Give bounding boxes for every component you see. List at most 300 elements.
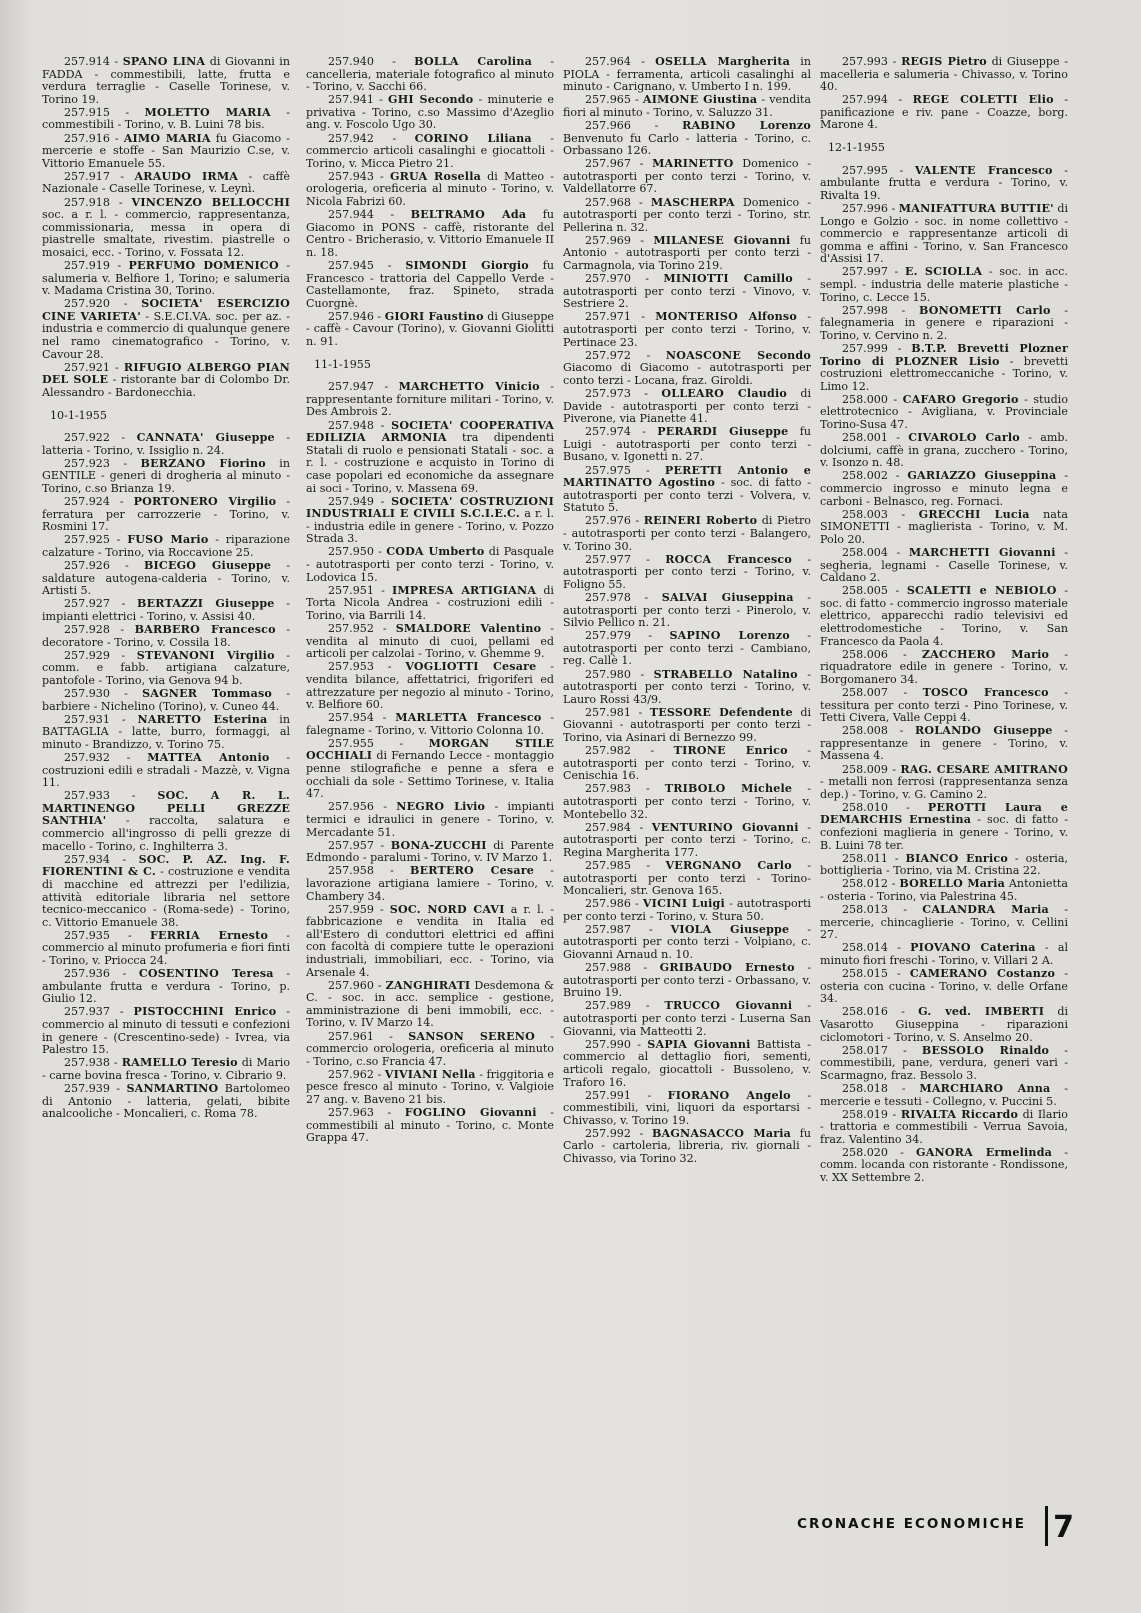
entry-description: - osteria, bottiglieria - Torino, via M. Cristina 22. [820, 851, 1068, 878]
entry-name: REGE COLETTI Elio [912, 93, 1054, 107]
registry-entry: 257.945 - SIMONDI Giorgio fu Francesco - trattoria del Cappello Verde - Castellamonte, fraz. Spineto, strada Cuorgnè. [306, 259, 554, 310]
entry-number: 257.971 [585, 310, 631, 324]
entry-description: nata SIMONETTI - maglierista - Torino, v. M. Polo 20. [820, 507, 1068, 546]
entry-description: in BATTAGLIA - latte, burro, formaggi, al minuto - Brandizzo, v. Torino 75. [42, 712, 290, 751]
entry-name: PEROTTI Laura e DEMARCHIS Ernestina [820, 800, 1068, 827]
entry-description: - minuterie e privativa - Torino, c.so Massimo d'Azeglio ang. v. Foscolo Ugo 30. [306, 93, 554, 132]
entry-description: - brevetti costruzioni elettromeccaniche - Torino, v. Limo 12. [820, 354, 1068, 393]
registry-entry: 258.010 - PEROTTI Laura e DEMARCHIS Ernestina - soc. di fatto - confezioni maglieria in genere - Torino, v. B. Luini 78 ter. [820, 800, 1069, 852]
entry-number: 257.928 [64, 623, 110, 637]
column-4 [820, 56, 1068, 1185]
registry-entry: 257.986 - VICINI Luigi - autotrasporti per conto terzi - Torino, v. Stura 50. [563, 897, 811, 923]
entry-description: - autotrasporti per conto terzi - Torino, v. Stura 50. [563, 897, 811, 923]
entry-description: - saldature autogena-calderia - Torino, v. Artisti 5. [42, 559, 291, 598]
registry-entry: 258.011 - BIANCO Enrico - osteria, bottiglieria - Torino, via M. Cristina 22. [820, 851, 1068, 878]
entry-name: MATTEA Antonio [147, 750, 270, 764]
entry-name: NARETTO Esterina [137, 712, 268, 726]
registry-entry: 257.962 - VIVIANI Nella - friggitoria e pesce fresco al minuto - Torino, v. Valgioie 27 ang. v. Baveno 21 bis. [306, 1067, 554, 1106]
entry-number: 257.952 [328, 622, 374, 636]
registry-entry: 257.946 - GIORI Faustino di Giuseppe - caffè - Cavour (Torino), v. Giovanni Giolitti n. 91. [306, 309, 554, 349]
entry-name: BICEGO Giuseppe [143, 559, 272, 573]
entry-number: 257.978 [585, 590, 631, 604]
entry-description: - al minuto fiori freschi - Torino, v. Villari 2 A. [820, 941, 1068, 967]
entry-number: 257.950 [328, 545, 374, 559]
entry-name: VINCENZO BELLOCCHI [131, 195, 290, 209]
registry-entry: 258.019 - RIVALTA Riccardo di Ilario - trattoria e commestibili - Verrua Savoia, fraz. Valentino 34. [820, 1107, 1068, 1146]
entry-number: 257.962 [328, 1067, 374, 1081]
registry-columns [42, 56, 1132, 1496]
entry-description: - raccolta, salatura e commercio all'ingrosso di pelli grezze di macello - Torino, c. Inghilterra 3. [42, 814, 290, 853]
entry-description: - riquadratore edile in genere - Torino, v. Borgomanero 34. [820, 647, 1068, 686]
registry-entry: 257.989 - TRUCCO Giovanni - autotrasporti per conto terzi - Luserna San Giovanni, via Matteotti 2. [563, 999, 811, 1038]
entry-name: SAGNER Tommaso [142, 687, 273, 700]
entry-number: 257.984 [585, 820, 631, 834]
entry-name: CANNATA' Giuseppe [136, 431, 275, 445]
registry-entry: 257.977 - ROCCA Francesco - autotrasporti per conto terzi - Torino, v. Foligno 55. [563, 552, 811, 591]
entry-name: VALENTE Francesco [914, 163, 1053, 177]
entry-description: di Davide - autotrasporti per conto terzi - Piverone, via Pianette 41. [563, 386, 811, 426]
entry-number: 257.938 [64, 1056, 110, 1070]
entry-name: REGIS Pietro [901, 55, 987, 68]
entry-description: di Parente Edmondo - paralumi - Torino, v. IV Marzo 1. [306, 838, 554, 865]
entry-number: 257.987 [585, 922, 631, 936]
registry-entry: 258.003 - GRECCHI Lucia nata SIMONETTI - maglierista - Torino, v. M. Polo 20. [820, 507, 1068, 546]
entry-description: - cancelleria, materiale fotografico al minuto - Torino, v. Sacchi 66. [306, 55, 554, 94]
entry-description: - tessitura per conto terzi - Pino Torinese, v. Tetti Civera, Valle Ceppi 4. [820, 686, 1068, 725]
entry-description: - impianti termici e idraulici in genere - Torino, v. Mercadante 51. [306, 800, 554, 839]
entry-name: VIVIANI Nella [384, 1067, 476, 1081]
entry-number: 257.954 [328, 711, 374, 725]
entry-description: - falegnameria in genere e riparazioni - Torino, v. Cervino n. 2. [820, 303, 1068, 342]
entry-description: di Pietro - autotrasporti per conto terzi - Balangero, v. Torino 30. [563, 514, 811, 553]
entry-number: 257.915 [64, 105, 110, 119]
registry-entry: 257.985 - VERGNANO Carlo - autotrasporti per conto terzi - Torino-Moncalieri, str. Genova 165. [563, 858, 811, 898]
entry-number: 258.001 [842, 431, 888, 445]
entry-name: OSELLA Margherita [655, 55, 791, 68]
entry-name: GRECCHI Lucia [918, 507, 1030, 521]
entry-description: - falegname - Torino, v. Vittorio Colonna 10. [306, 711, 554, 737]
registry-entry: 257.940 - BOLLA Carolina - cancelleria, materiale fotografico al minuto - Torino, v. Sacchi 66. [306, 55, 554, 94]
entry-name: MONTERISO Alfonso [655, 310, 797, 324]
entry-description: - autotrasporti per conto terzi - Vinovo, v. Sestriere 2. [563, 272, 811, 311]
entry-number: 258.000 [842, 392, 888, 406]
entry-name: SOCIETA' COSTRUZIONI INDUSTRIALI E CIVILI S.C.I.E.C. [306, 494, 554, 521]
registry-entry: 257.926 - BICEGO Giuseppe - saldature autogena-calderia - Torino, v. Artisti 5. [42, 559, 291, 598]
entry-description: di Mario - carne bovina fresca - Torino, v. Cibrario 9. [42, 1056, 290, 1082]
entry-description: - commestibili, pane, verdura, generi vari - Scarmagno, fraz. Bessolo 3. [820, 1043, 1068, 1082]
entry-name: VERGNANO Carlo [665, 858, 792, 872]
entry-number: 258.018 [842, 1081, 888, 1095]
entry-name: PORTONERO Virgilio [133, 495, 277, 509]
entry-number: 257.988 [585, 961, 631, 975]
registry-entry: 257.999 - B.T.P. Brevetti Plozner Torino di PLOZNER Lisio - brevetti costruzioni elettromeccaniche - Torino, v. Limo 12. [820, 341, 1068, 393]
entry-number: 257.930 [64, 687, 110, 700]
registry-entry: 257.964 - OSELLA Margherita in PIOLA - ferramenta, articoli casalinghi al minuto - Carignano, v. Umberto I n. 199. [563, 55, 811, 94]
entry-description: - autotrasporti per conto terzi - Pinerolo, v. Silvio Pellico n. 21. [563, 590, 811, 630]
entry-name: BIANCO Enrico [905, 851, 1008, 865]
registry-entry: 257.975 - PERETTI Antonio e MARTINATTO Agostino - soc. di fatto - autotrasporti per conto terzi - Volvera, v. Statuto 5. [563, 463, 811, 515]
entry-name: MASCHERPA [650, 195, 735, 209]
registry-entry: 258.015 - CAMERANO Costanzo - osteria con cucina - Torino, v. delle Orfane 34. [820, 967, 1068, 1006]
entry-description: - commercio articoli casalinghi e giocattoli - Torino, v. Micca Pietro 21. [306, 131, 554, 170]
entry-name: MARCHETTI Giovanni [908, 545, 1056, 559]
entry-description: - commestibili - Torino, v. B. Luini 78 bis. [42, 105, 290, 132]
registry-entry: 258.013 - CALANDRA Maria - mercerie, chincaglierie - Torino, v. Cellini 27. [820, 903, 1068, 942]
registry-entry: 257.949 - SOCIETA' COSTRUZIONI INDUSTRIALI E CIVILI S.C.I.E.C. a r. l. - industria edile in genere - Torino, v. Pozzo Strada 3. [306, 494, 554, 546]
registry-entry: 257.958 - BERTERO Cesare - lavorazione artigiana lamiere - Torino, v. Chambery 34. [306, 864, 554, 903]
entry-description: in GENTILE - generi di drogheria al minuto - Torino, c.so Brianza 19. [42, 456, 290, 495]
entry-number: 257.965 [585, 93, 631, 107]
entry-description: - rappresentanze in genere - Torino, v. Massena 4. [820, 724, 1068, 763]
registry-entry: 257.923 - BERZANO Fiorino in GENTILE - generi di drogheria al minuto - Torino, c.so Brianza 19. [42, 456, 290, 495]
registry-entry: 257.976 - REINERI Roberto di Pietro - autotrasporti per conto terzi - Balangero, v. Torino 30. [563, 514, 811, 553]
entry-description: - osteria con cucina - Torino, v. delle Orfane 34. [820, 967, 1068, 1006]
registry-entry: 257.925 - FUSO Mario - riparazione calzature - Torino, via Roccavione 25. [42, 533, 291, 559]
entry-number: 257.914 [64, 55, 110, 68]
entry-name: CODA Umberto [386, 545, 485, 559]
entry-number: 258.012 [842, 877, 888, 891]
entry-number: 257.918 [64, 195, 110, 209]
registry-entry: 258.006 - ZACCHERO Mario - riquadratore edile in genere - Torino, v. Borgomanero 34. [820, 647, 1068, 686]
entry-number: 257.973 [585, 386, 631, 400]
entry-description: fu Luigi - autotrasporti per conto terzi - Busano, v. Igonetti n. 27. [563, 425, 811, 464]
entry-description: - autotrasporti per conto terzi - Volpiano, c. Giovanni Arnaud n. 10. [563, 922, 811, 962]
entry-number: 257.920 [64, 297, 110, 311]
registry-entry: 257.956 - NEGRO Livio - impianti termici e idraulici in genere - Torino, v. Mercadante 51. [306, 800, 554, 839]
entry-number: 257.931 [64, 712, 110, 726]
entry-number: 257.992 [585, 1126, 631, 1140]
entry-description: soc. a r. l. - commercio, rappresentanza, commissionaria, messa in opera di piastrelle smaltate, rivestim. piastrelle o mosaici, ecc. - Torino, v. Fossata 12. [42, 208, 290, 259]
entry-name: MARLETTA Francesco [395, 711, 542, 725]
entry-description: fu Carlo - cartoleria, libreria, riv. giornali - Chivasso, via Torino 32. [563, 1126, 811, 1166]
entry-name: BORELLO Maria [899, 877, 1006, 891]
registry-entry: 257.970 - MINIOTTI Camillo - autotrasporti per conto terzi - Vinovo, v. Sestriere 2. [563, 272, 811, 311]
entry-description: di Torta Nicola Andrea - costruzioni edili - Torino, via Barrili 14. [306, 583, 554, 622]
registry-entry: 257.960 - ZANGHIRATI Desdemona & C. - soc. in acc. semplice - gestione, amministrazione di beni immobili, ecc. - Torino, v. IV Marzo 14. [306, 978, 554, 1030]
entry-name: RIVALTA Riccardo [900, 1107, 1019, 1121]
entry-name: CAMERANO Costanzo [909, 967, 1056, 981]
registry-entry: 257.934 - SOC. P. AZ. Ing. F. FIORENTINI & C. - costruzione e vendita di macchine ed attrezzi per l'edilizia, attività editoriale libraria nel settore tecnico-meccanico - (Roma-sede) - Torino, c. Vittorio Emanuele 38. [42, 852, 290, 929]
entry-number: 257.927 [64, 597, 110, 611]
entry-name: VIOLA Giuseppe [670, 922, 790, 936]
entry-name: FUSO Mario [127, 533, 209, 547]
entry-name: BELTRAMO Ada [410, 208, 527, 222]
entry-description: - riparazione calzature - Torino, via Roccavione 25. [42, 533, 291, 559]
entry-number: 258.016 [842, 1005, 888, 1019]
entry-number: 258.004 [842, 545, 888, 559]
entry-name: BERZANO Fiorino [140, 456, 266, 470]
entry-number: 257.970 [585, 272, 631, 286]
registry-entry: 257.981 - TESSORE Defendente di Giovanni - autotrasporti per conto terzi - Torino, via Asinari di Bernezzo 99. [563, 705, 811, 744]
entry-description: - latteria - Torino, v. Issiglio n. 24. [42, 431, 290, 457]
entry-number: 258.003 [842, 507, 888, 521]
entry-number: 257.924 [64, 495, 110, 509]
entry-number: 257.949 [328, 494, 374, 508]
registry-entry: 257.947 - MARCHETTO Vinicio - rappresentante forniture militari - Torino, v. Des Ambrois 2. [306, 380, 554, 419]
entry-name: BONA-ZUCCHI [390, 838, 487, 852]
entry-number: 257.974 [585, 425, 631, 439]
entry-description: fu Antonio - autotrasporti per conto terzi - Carmagnola, via Torino 219. [563, 233, 811, 272]
entry-name: GRIBAUDO Ernesto [659, 961, 795, 975]
entry-name: PERFUMO DOMENICO [128, 259, 279, 272]
entry-number: 257.917 [64, 169, 110, 183]
entry-description: - autotrasporti per conto terzi - Torino, v. Cenischia 16. [563, 744, 811, 783]
registry-entry: 257.944 - BELTRAMO Ada fu Giacomo in PONS - caffè, ristorante del Centro - Bricherasio, v. Vittorio Emanuele II n. 18. [306, 208, 554, 259]
entry-description: - S.E.CI.VA. soc. per az. - industria e commercio di qualunque genere nel ramo cinematografico - Torino, v. Cavour 28. [42, 309, 290, 361]
registry-entry: 257.943 - GRUA Rosella di Matteo - orologeria, oreficeria al minuto - Torino, v. Nicola Fabrizi 60. [306, 169, 554, 209]
entry-name: FIORANO Angelo [667, 1088, 791, 1102]
registry-entry: 257.942 - CORINO Liliana - commercio articoli casalinghi e giocattoli - Torino, v. Micca Pietro 21. [306, 131, 554, 170]
registry-entry: 257.979 - SAPINO Lorenzo - autotrasporti per conto terzi - Cambiano, reg. Callè 1. [563, 629, 812, 668]
registry-entry: 258.005 - SCALETTI e NEBIOLO - soc. di fatto - commercio ingrosso materiale elettrico, apparecchi radio televisivi ed elettrodomestiche - Torino, v. San Francesco da Paola 4. [820, 584, 1068, 648]
entry-number: 257.986 [585, 897, 631, 911]
entry-description: - autotrasporti per conto terzi - Torino, c. Regina Margherita 177. [563, 820, 811, 859]
registry-entry: 258.020 - GANORA Ermelinda - comm. locanda con ristorante - Rondissone, v. XX Settembre 2. [820, 1145, 1068, 1185]
entry-name: GIORI Faustino [384, 309, 484, 323]
entry-description: - lavorazione artigiana lamiere - Torino, v. Chambery 34. [306, 864, 554, 903]
entry-number: 257.980 [585, 667, 631, 681]
entry-number: 258.002 [842, 469, 888, 483]
column-3 [563, 56, 811, 1166]
registry-entry: 257.991 - FIORANO Angelo - commestibili, vini, liquori da esportarsi - Chivasso, v. Torino 19. [563, 1088, 811, 1127]
entry-description: Battista - commercio al dettaglio fiori, sementi, articoli regalo, giocattoli - Bussoleno, v. Traforo 16. [563, 1037, 811, 1089]
entry-description: Antonietta - osteria - Torino, via Palestrina 45. [820, 877, 1068, 903]
entry-name: PISTOCCHINI Enrico [133, 1005, 277, 1019]
entry-number: 258.006 [842, 647, 888, 661]
registry-entry: 257.933 - SOC. A R. L. MARTINENGO PELLI GREZZE SANTHIA' - raccolta, salatura e commercio all'ingrosso di pelli grezze di macello - Torino, c. Inghilterra 3. [42, 789, 290, 853]
entry-number: 257.991 [585, 1088, 631, 1102]
entry-name: BAGNASACCO Maria [651, 1126, 792, 1140]
entry-number: 257.994 [842, 93, 888, 107]
column-2 [306, 56, 554, 1145]
registry-entry: 258.008 - ROLANDO Giuseppe - rappresentanze in genere - Torino, v. Massena 4. [820, 724, 1068, 763]
entry-number: 257.975 [585, 463, 631, 477]
date-heading: 10-1-1955 [50, 408, 107, 422]
entry-number: 257.935 [64, 928, 110, 942]
entry-number: 258.017 [842, 1043, 888, 1057]
registry-entry: 257.948 - SOCIETA' COOPERATIVA EDILIZIA ARMONIA tra dipendenti Statali di ruolo e pensionati Statali - soc. a r. l. - costruzione e acquisto in Torino di case popolari ed economiche da assegnare ai soci - Torino, v. Massena 69. [306, 418, 555, 495]
entry-description: - autotrasporti per conto terzi - Torino-Moncalieri, str. Genova 165. [563, 858, 811, 898]
entry-number: 257.995 [842, 163, 888, 177]
entry-number: 257.968 [585, 195, 631, 209]
entry-name: TESSORE Defendente [649, 705, 793, 719]
entry-description: Benvenuto fu Carlo - latteria - Torino, c. Orbassano 126. [563, 131, 811, 158]
entry-description: - decoratore - Torino, v. Cossila 18. [42, 623, 290, 649]
entry-description: - ristorante bar di Colombo Dr. Alessandro - Bardonecchia. [42, 373, 291, 399]
registry-entry: 257.915 - MOLETTO MARIA - commestibili - Torino, v. B. Luini 78 bis. [42, 105, 290, 132]
entry-description: - segheria, legnami - Caselle Torinese, v. Caldano 2. [820, 545, 1068, 585]
entry-name: SOC. A R. L. MARTINENGO PELLI GREZZE SANTHIA' [42, 789, 290, 828]
entry-number: 258.005 [842, 584, 888, 598]
entry-name: B.T.P. Brevetti Plozner Torino di PLOZNER Lisio [820, 341, 1068, 368]
entry-number: 257.926 [64, 559, 110, 573]
registry-entry: 257.965 - AIMONE Giustina - vendita fiori al minuto - Torino, v. Saluzzo 31. [563, 93, 811, 119]
entry-description: Giacomo di Giacomo - autotrasporti per conto terzi - Locana, fraz. Giroldi. [563, 361, 811, 387]
entry-name: E. SCIOLLA [904, 265, 983, 279]
entry-description: - vendita fiori al minuto - Torino, v. Saluzzo 31. [563, 93, 811, 119]
entry-description: - commercio orologeria, oreficeria al minuto - Torino, c.so Francia 47. [306, 1029, 555, 1068]
entry-number: 258.013 [842, 903, 888, 917]
registry-entry: 258.016 - G. ved. IMBERTI di Vasarotto Giuseppina - riparazioni ciclomotori - Torino, v. S. Anselmo 20. [820, 1005, 1069, 1044]
entry-name: TOSCO Francesco [922, 686, 1049, 699]
registry-entry: 257.938 - RAMELLO Teresio di Mario - carne bovina fresca - Torino, v. Cibrario 9. [42, 1056, 290, 1082]
entry-number: 258.010 [842, 800, 888, 814]
entry-name: GANORA Ermelinda [916, 1145, 1053, 1159]
registry-entry: 257.916 - AIMO MARIA fu Giacomo - mercerie e stoffe - San Maurizio C.se, v. Vittorio Emanuele 55. [42, 131, 290, 170]
entry-description: di Vasarotto Giuseppina - riparazioni ciclomotori - Torino, v. S. Anselmo 20. [820, 1005, 1069, 1044]
entry-number: 257.940 [328, 55, 374, 68]
entry-name: COSENTINO Teresa [138, 967, 274, 981]
registry-entry: 257.937 - PISTOCCHINI Enrico - commercio al minuto di tessuti e confezioni in genere - (Crescentino-sede) - Ivrea, via Palestro 15. [42, 1005, 290, 1057]
entry-name: PIOVANO Caterina [910, 941, 1036, 955]
entry-description: - mercerie e tessuti - Collegno, v. Puccini 5. [820, 1081, 1068, 1108]
entry-number: 257.963 [328, 1106, 374, 1120]
entry-number: 257.955 [328, 736, 374, 750]
entry-description: fu Giacomo in PONS - caffè, ristorante del Centro - Bricherasio, v. Vittorio Emanuele II n. 18. [306, 208, 554, 259]
entry-description: - autotrasporti per conto terzi - Torino, v. Foligno 55. [563, 552, 811, 591]
entry-name: PERETTI Antonio e MARTINATTO Agostino [563, 463, 811, 490]
registry-entry: 257.988 - GRIBAUDO Ernesto - autotrasporti per conto terzi - Orbassano, v. Bruino 19. [563, 961, 811, 1000]
registry-entry: 257.971 - MONTERISO Alfonso - autotrasporti per conto terzi - Torino, v. Pertinace 23. [563, 310, 811, 349]
entry-description: - panificazione e riv. pane - Coazze, borg. Marone 4. [820, 93, 1068, 132]
entry-name: CAFARO Gregorio [902, 392, 1019, 406]
entry-description: fu Francesco - trattoria del Cappello Verde - Castellamonte, fraz. Spineto, strada Cuorgnè. [306, 259, 554, 310]
entry-description: - commestibili, vini, liquori da esportarsi - Chivasso, v. Torino 19. [563, 1088, 811, 1127]
entry-name: AIMONE Giustina [642, 93, 758, 107]
entry-number: 257.937 [64, 1005, 110, 1019]
entry-name: TRIBOLO Michele [664, 782, 793, 796]
entry-description: di Fernando Lecce - montaggio penne stilografiche e penne a sfera e occhiali da sole - Settimo Torinese, v. Italia 47. [306, 749, 554, 801]
entry-name: BESSOLO Rinaldo [921, 1043, 1050, 1057]
registry-entry: 257.963 - FOGLINO Giovanni - commestibili al minuto - Torino, c. Monte Grappa 47. [306, 1106, 554, 1145]
entry-description: - soc. di fatto - autotrasporti per conto terzi - Volvera, v. Statuto 5. [563, 476, 811, 515]
entry-number: 257.981 [585, 705, 631, 719]
entry-name: RABINO Lorenzo [682, 118, 811, 132]
entry-description: - metalli non ferrosi (rappresentanza senza dep.) - Torino, v. G. Camino 2. [820, 775, 1068, 801]
column-1 [42, 56, 290, 1121]
registry-entry: 258.004 - MARCHETTI Giovanni - segheria, legnami - Caselle Torinese, v. Caldano 2. [820, 545, 1068, 585]
registry-entry: 257.994 - REGE COLETTI Elio - panificazione e riv. pane - Coazze, borg. Marone 4. [820, 93, 1068, 132]
entry-number: 257.977 [585, 552, 631, 566]
entry-number: 257.923 [64, 456, 110, 470]
entry-description: di Longo e Golzio - soc. in nome collettivo - commercio e rappresentanze articoli di gomma e affini - Torino, v. San Francesco d'Assisi 17. [820, 201, 1068, 266]
entry-number: 257.947 [328, 380, 374, 394]
registry-entry: 257.969 - MILANESE Giovanni fu Antonio - autotrasporti per conto terzi - Carmagnola, via Torino 219. [563, 233, 811, 272]
entry-number: 257.936 [64, 967, 110, 981]
entry-description: - costruzioni edili e stradali - Mazzè, v. Vigna 11. [42, 750, 290, 790]
entry-number: 257.921 [64, 360, 110, 374]
entry-name: BERTAZZI Giuseppe [137, 597, 275, 611]
entry-name: GHI Secondo [388, 93, 474, 107]
entry-number: 257.945 [328, 259, 374, 272]
entry-number: 257.934 [64, 852, 110, 866]
registry-entry: 257.921 - RIFUGIO ALBERGO PIAN DEL SOLE - ristorante bar di Colombo Dr. Alessandro - Bardonecchia. [42, 360, 291, 399]
entry-description: - ferratura per carrozzerie - Torino, v. Rosmini 17. [42, 495, 290, 534]
registry-entry: 257.927 - BERTAZZI Giuseppe - impianti elettrici - Torino, v. Assisi 40. [42, 597, 290, 623]
entry-description: - mercerie, chincaglierie - Torino, v. Cellini 27. [820, 903, 1068, 942]
entry-number: 257.998 [842, 303, 888, 317]
entry-name: SANMARTINO [126, 1081, 219, 1095]
registry-entry: 257.978 - SALVAI Giuseppina - autotrasporti per conto terzi - Pinerolo, v. Silvio Pellico n. 21. [563, 590, 811, 630]
entry-name: IMPRESA ARTIGIANA [392, 583, 537, 597]
registry-entry: 257.995 - VALENTE Francesco - ambulante frutta e verdura - Torino, v. Rivalta 19. [820, 163, 1068, 202]
entry-description: tra dipendenti Statali di ruolo e pensionati Statali - soc. a r. l. - costruzione e acquisto in Torino di case popolari ed economiche da assegnare ai soci - Torino, v. Massena 69. [306, 431, 555, 495]
entry-description: - autotrasporti per conto terzi - Torino, v. Pertinace 23. [563, 310, 811, 349]
registry-entry: 257.955 - MORGAN STILE OCCHIALI di Fernando Lecce - montaggio penne stilografiche e penne a sfera e occhiali da sole - Settimo Torinese, v. Italia 47. [306, 736, 554, 801]
entry-name: MARINETTO [652, 157, 734, 171]
entry-name: NOASCONE Secondo [665, 348, 811, 362]
entry-number: 258.020 [842, 1145, 888, 1159]
registry-entry: 257.967 - MARINETTO Domenico - autotrasporti per conto terzi - Torino, v. Valdellatorre 67. [563, 157, 811, 196]
entry-number: 257.939 [64, 1081, 110, 1095]
entry-name: MINIOTTI Camillo [663, 272, 793, 286]
entry-description: di Giuseppe - caffè - Cavour (Torino), v. Giovanni Giolitti n. 91. [306, 309, 554, 349]
registry-entry: 258.001 - CIVAROLO Carlo - amb. dolciumi, caffè in grana, zucchero - Torino, v. Isonzo n. 48. [820, 431, 1069, 470]
registry-entry: 257.920 - SOCIETA' ESERCIZIO CINE VARIETA' - S.E.CI.VA. soc. per az. - industria e commercio di qualunque genere nel ramo cinematografico - Torino, v. Cavour 28. [42, 297, 290, 361]
entry-description: - autotrasporti per conto terzi - Torino, v. Lauro Rossi 43/9. [563, 667, 811, 706]
registry-entry: 257.957 - BONA-ZUCCHI di Parente Edmondo - paralumi - Torino, v. IV Marzo 1. [306, 838, 554, 865]
entry-description: - commercio ingrosso e minuto legna e carboni - Belnasco, reg. Fornaci. [820, 469, 1068, 508]
registry-entry: 257.961 - SANSON SERENO - commercio orologeria, oreficeria al minuto - Torino, c.so Francia 47. [306, 1029, 555, 1068]
entry-name: BERTERO Cesare [410, 864, 535, 878]
entry-name: BONOMETTI Carlo [918, 303, 1051, 317]
entry-name: RIFUGIO ALBERGO PIAN DEL SOLE [42, 360, 290, 387]
registry-entry: 257.939 - SANMARTINO Bartolomeo di Antonio - latteria, gelati, bibite analcooliche - Moncalieri, c. Roma 78. [42, 1081, 290, 1121]
entry-description: - ambulante frutta e verdura - Torino, p. Giulio 12. [42, 967, 290, 1006]
entry-number: 257.966 [585, 118, 631, 132]
entry-name: SOC. NORD CAVI [389, 902, 505, 916]
registry-entry: 257.968 - MASCHERPA Domenico - autotrasporti per conto terzi - Torino, str. Pellerina n. 32. [563, 195, 811, 234]
entry-name: SOCIETA' ESERCIZIO CINE VARIETA' [42, 297, 290, 323]
registry-entry: 257.954 - MARLETTA Francesco - falegname - Torino, v. Vittorio Colonna 10. [306, 711, 554, 737]
entry-description: - costruzione e vendita di macchine ed attrezzi per l'edilizia, attività editoriale libraria nel settore tecnico-meccanico - (Roma-sede) - Torino, c. Vittorio Emanuele 38. [42, 865, 290, 929]
registry-entry: 257.997 - E. SCIOLLA - soc. in acc. sempl. - industria delle materie plastiche - Torino, c. Lecce 15. [820, 265, 1068, 304]
entry-name: REINERI Roberto [643, 514, 758, 528]
entry-description: - autotrasporti per conto terzi - Orbassano, v. Bruino 19. [563, 961, 811, 1000]
registry-entry: 257.953 - VOGLIOTTI Cesare - vendita bilance, affettatrici, frigoriferi ed attrezzature per negozio al minuto - Torino, v. Belfiore 60. [306, 660, 555, 712]
entry-name: MARCHIARO Anna [919, 1081, 1051, 1095]
registry-entry: 258.012 - BORELLO Maria Antonietta - osteria - Torino, via Palestrina 45. [820, 877, 1068, 903]
entry-name: STRABELLO Natalino [653, 667, 798, 681]
entry-description: di Matteo - orologeria, oreficeria al minuto - Torino, v. Nicola Fabrizi 60. [306, 169, 554, 209]
entry-description: fu Giacomo - mercerie e stoffe - San Maurizio C.se, v. Vittorio Emanuele 55. [42, 131, 290, 170]
entry-description: - soc. di fatto - commercio ingrosso materiale elettrico, apparecchi radio televisivi ed elettrodomestiche - Torino, v. San Francesco da Paola 4. [820, 584, 1068, 648]
registry-entry: 257.993 - REGIS Pietro di Giuseppe - macelleria e salumeria - Chivasso, v. Torino 40. [820, 55, 1068, 94]
entry-name: GRUA Rosella [389, 169, 481, 183]
registry-entry: 257.922 - CANNATA' Giuseppe - latteria - Torino, v. Issiglio n. 24. [42, 431, 290, 457]
registry-entry: 257.983 - TRIBOLO Michele - autotrasporti per conto terzi - Torino, v. Montebello 32. [563, 782, 811, 821]
registry-entry: 258.002 - GARIAZZO Giuseppina - commercio ingrosso e minuto legna e carboni - Belnasco, reg. Fornaci. [820, 469, 1068, 508]
entry-name: SOCIETA' COOPERATIVA EDILIZIA ARMONIA [306, 418, 554, 445]
entry-description: - rappresentante forniture militari - Torino, v. Des Ambrois 2. [306, 380, 554, 419]
registry-entry: 258.017 - BESSOLO Rinaldo - commestibili, pane, verdura, generi vari - Scarmagno, fraz. Bessolo 3. [820, 1043, 1068, 1082]
entry-number: 257.951 [328, 583, 374, 597]
registry-entry: 257.936 - COSENTINO Teresa - ambulante frutta e verdura - Torino, p. Giulio 12. [42, 967, 290, 1006]
entry-name: SIMONDI Giorgio [405, 259, 529, 272]
entry-name: ZANGHIRATI [385, 978, 471, 992]
registry-entry: 257.959 - SOC. NORD CAVI a r. l. - fabbricazione e vendita in Italia ed all'Estero di conduttori elettrici ed affini con facoltà di compiere tutte le operazioni industriali, immobiliari, ecc. - Torino, via Arsenale 4. [306, 902, 554, 979]
entry-name: SMALDORE Valentino [395, 622, 542, 636]
entry-name: FOGLINO Giovanni [404, 1106, 537, 1120]
footer-divider [1045, 1506, 1048, 1546]
entry-number: 258.007 [842, 686, 888, 699]
entry-name: ZACCHERO Mario [921, 647, 1050, 661]
registry-entry: 257.996 - MANIFATTURA BUTTIE' di Longo e Golzio - soc. in nome collettivo - commercio e rappresentanze articoli di gomma e affini - Torino, v. San Francesco d'Assisi 17. [820, 201, 1068, 266]
entry-name: STEVANONI Virgilio [136, 648, 275, 662]
entry-number: 257.976 [585, 514, 631, 528]
entry-name: MORGAN STILE OCCHIALI [306, 736, 554, 763]
entry-name: GARIAZZO Giuseppina [907, 469, 1057, 483]
